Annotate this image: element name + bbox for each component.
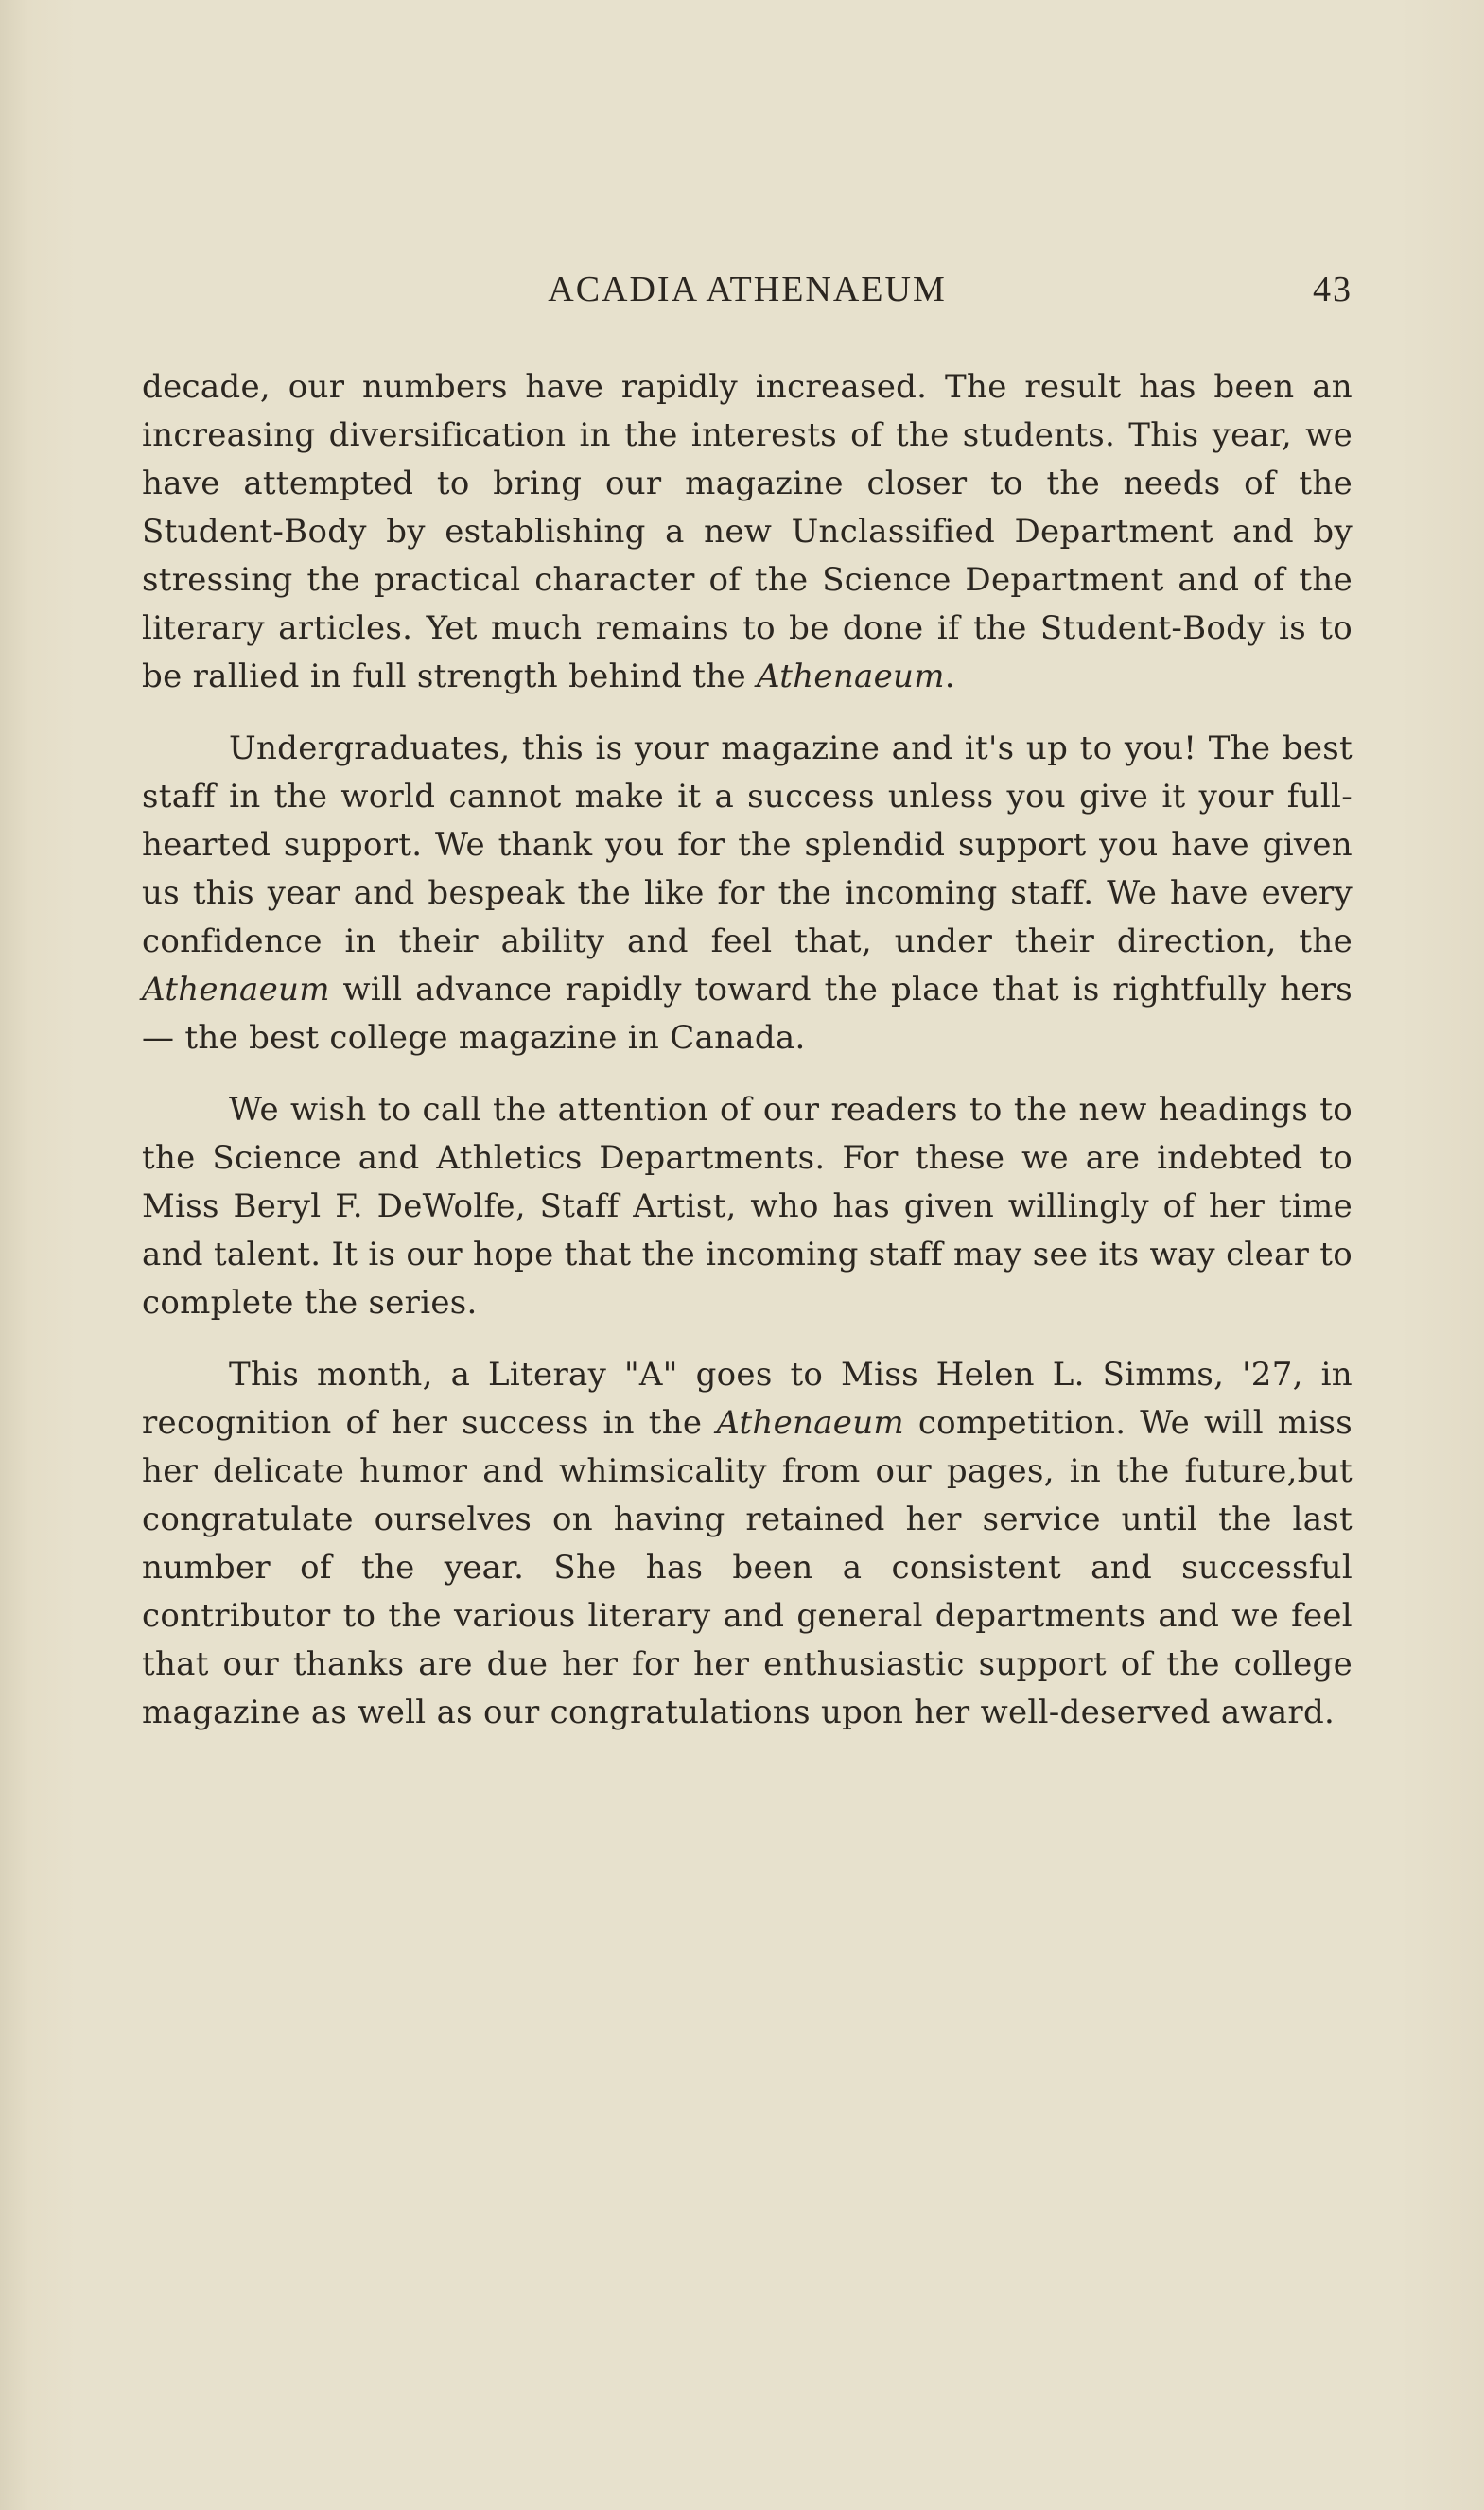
paragraph-4 <box>142 1351 1353 1737</box>
running-title: ACADIA ATHENAEUM <box>548 270 947 309</box>
paragraph-1 <box>142 363 1353 701</box>
paragraph-2-text-2: will advance rapidly toward the place that is rightfully hers— the best college magazine in Canada. <box>142 971 1353 1057</box>
paragraph-1-text-1: decade, our numbers have rapidly increased. The result has been an increasing diversification in the interests of the students. This year, we have attempted to bring our magazine closer to the needs of the Student-Body by establishing a new Unclassified Department and by stressing the practical character of the Science Department and of the literary articles. Yet much remains to be done if the Student-Body is to be rallied in full strength behind the <box>142 368 1353 695</box>
paragraph-3 <box>142 1086 1353 1327</box>
paragraph-2-text-1: Undergraduates, this is your magazine and it's up to you! The best staff in the world cannot make it a success unless you give it your full-hearted support. We thank you for the splendid support you have given us this year and bespeak the like for the incoming staff. We have every confidence in their ability and feel that, under their direction, the <box>142 729 1353 960</box>
magazine-title-italic: Athenaeum <box>716 1404 904 1442</box>
paragraph-1-text-2: . <box>944 658 955 695</box>
body-text <box>142 363 1353 1761</box>
paragraph-4-text-1: This month, a Literay "A" goes to Miss Helen L. Simms, '27, in recognition of her success in the <box>142 1356 1353 1442</box>
magazine-title-italic: Athenaeum <box>142 971 330 1009</box>
page-header <box>142 269 1353 322</box>
paragraph-4-text-2: competition. We will miss her delicate humor and whimsicality from our pages, in the future,but congratulate ourselves on having retained her service until the last number of the year. She has been a consistent and successful contributor to the various literary and general departments and we feel that our thanks are due her for her enthusiastic support of the college magazine as well as our congratulations upon her well-deserved award. <box>142 1404 1353 1731</box>
paragraph-2 <box>142 725 1353 1062</box>
paragraph-3-text-1: We wish to call the attention of our readers to the new headings to the Science and Athletics Departments. For these we are indebted to Miss Beryl F. DeWolfe, Staff Artist, who has given willingly of her time and talent. It is our hope that the incoming staff may see its way clear to complete the series. <box>142 1091 1353 1322</box>
magazine-title-italic: Athenaeum <box>756 658 945 695</box>
page-number: 43 <box>1313 270 1353 309</box>
